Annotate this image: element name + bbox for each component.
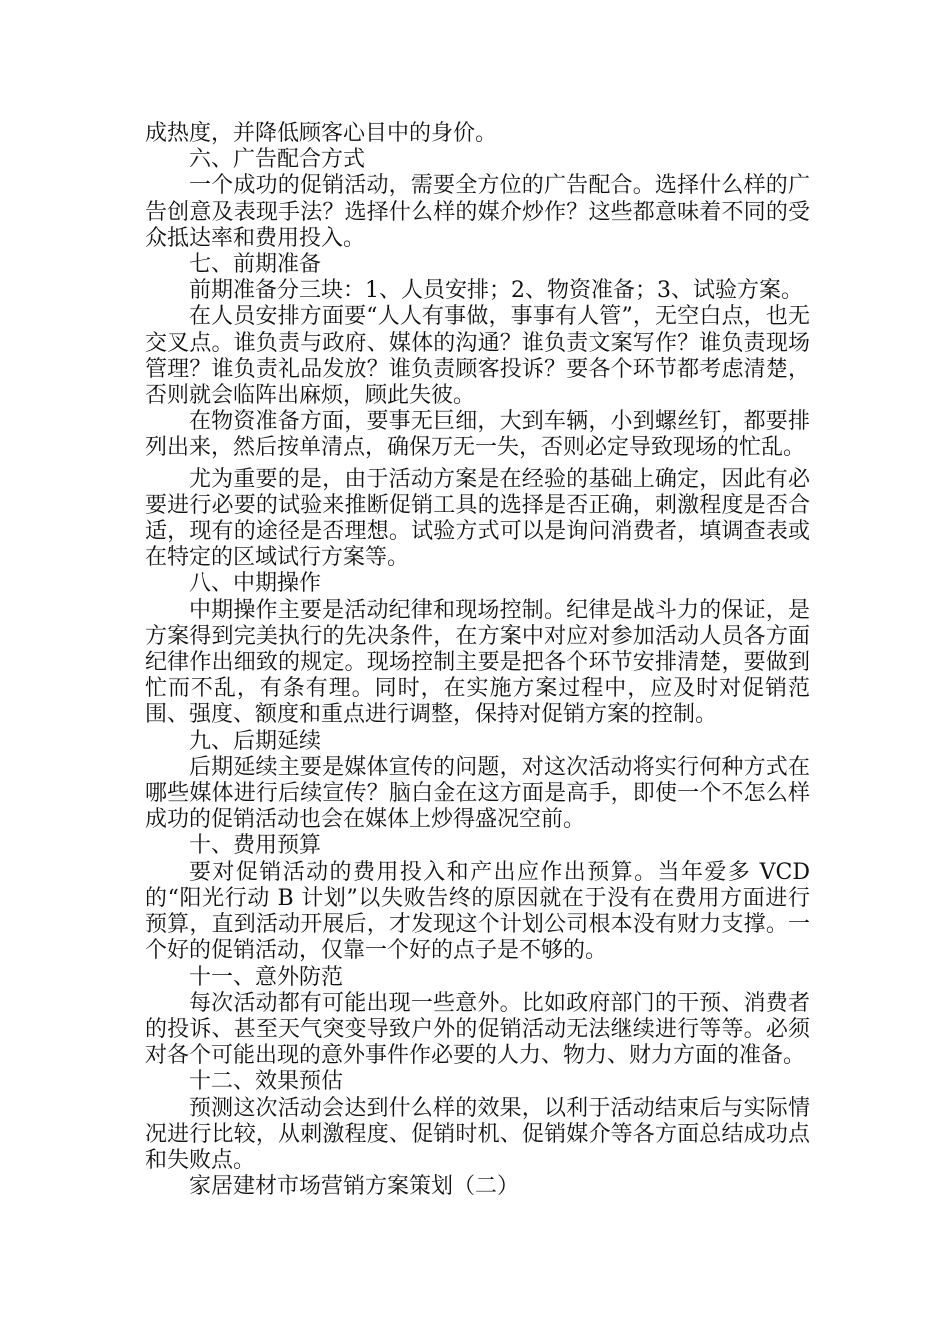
paragraph: 每次活动都有可能出现一些意外。比如政府部门的干预、消费者的投诉、甚至天气突变导致户外的促销活动无法继续进行等等。必须对各个可能出现的意外事件作必要的人力、物力、财力方面的准备。 xyxy=(145,990,810,1069)
paragraph: 成热度，并降低顾客心目中的身价。 xyxy=(145,121,498,146)
section-heading: 八、中期操作 xyxy=(189,571,322,597)
paragraph: 中期操作主要是活动纪律和现场控制。纪律是战斗力的保证，是方案得到完美执行的先决条件，在方案中对应对参加活动人员各方面纪律作出细致的规定。现场控制主要是把各个环节安排清楚，要做到忙而不乱，有条有理。同时，在实施方案过程中，应及时对促销范围、强度、额度和重点进行调整，保持对促销方案的控制。 xyxy=(145,597,810,728)
paragraph: 尤为重要的是，由于活动方案是在经验的基础上确定，因此有必要进行必要的试验来推断促销工具的选择是否正确，刺激程度是否合适，现有的途径是否理想。试验方式可以是询问消费者，填调查表或在特定的区域试行方案等。 xyxy=(145,466,810,571)
paragraph: 预测这次活动会达到什么样的效果，以利于活动结束后与实际情况进行比较，从刺激程度、促销时机、促销媒介等各方面总结成功点和失败点。 xyxy=(145,1095,810,1173)
section-heading: 十二、效果预估 xyxy=(189,1069,344,1095)
document-page xyxy=(145,121,810,1200)
paragraph: 要对促销活动的费用投入和产出应作出预算。当年爱多 VCD 的“阳光行动 B 计划”以失败告终的原因就在于没有在费用方面进行预算，直到活动开展后，才发现这个计划公司根本没有财力支撑。一个好的促销活动，仅靠一个好的点子是不够的。 xyxy=(145,859,810,964)
section-heading: 十、费用预算 xyxy=(189,833,322,859)
section-heading: 七、前期准备 xyxy=(189,252,322,278)
paragraph: 后期延续主要是媒体宣传的问题，对这次活动将实行何种方式在哪些媒体进行后续宣传？脑白金在这方面是高手，即使一个不怎么样成功的促销活动也会在媒体上炒得盛况空前。 xyxy=(145,754,810,833)
document-subtitle: 家居建材市场营销方案策划（二） xyxy=(189,1174,520,1200)
paragraph: 一个成功的促销活动，需要全方位的广告配合。选择什么样的广告创意及表现手法？选择什么样的媒介炒作？这些都意味着不同的受众抵达率和费用投入。 xyxy=(145,173,810,251)
paragraph: 在物资准备方面，要事无巨细，大到车辆，小到螺丝钉，都要排列出来，然后按单清点，确保万无一失，否则必定导致现场的忙乱。 xyxy=(145,409,810,461)
section-heading: 九、后期延续 xyxy=(189,728,322,754)
section-heading: 六、广告配合方式 xyxy=(189,147,366,173)
paragraph: 前期准备分三块：1、人员安排；2、物资准备；3、试验方案。 xyxy=(189,278,803,304)
section-heading: 十一、意外防范 xyxy=(189,964,344,990)
paragraph: 在人员安排方面要“人人有事做，事事有人管”，无空白点，也无交叉点。谁负责与政府、媒体的沟通？谁负责文案写作？谁负责现场管理？谁负责礼品发放？谁负责顾客投诉？要各个环节都考虑清楚，否则就会临阵出麻烦，顾此失彼。 xyxy=(145,304,810,409)
